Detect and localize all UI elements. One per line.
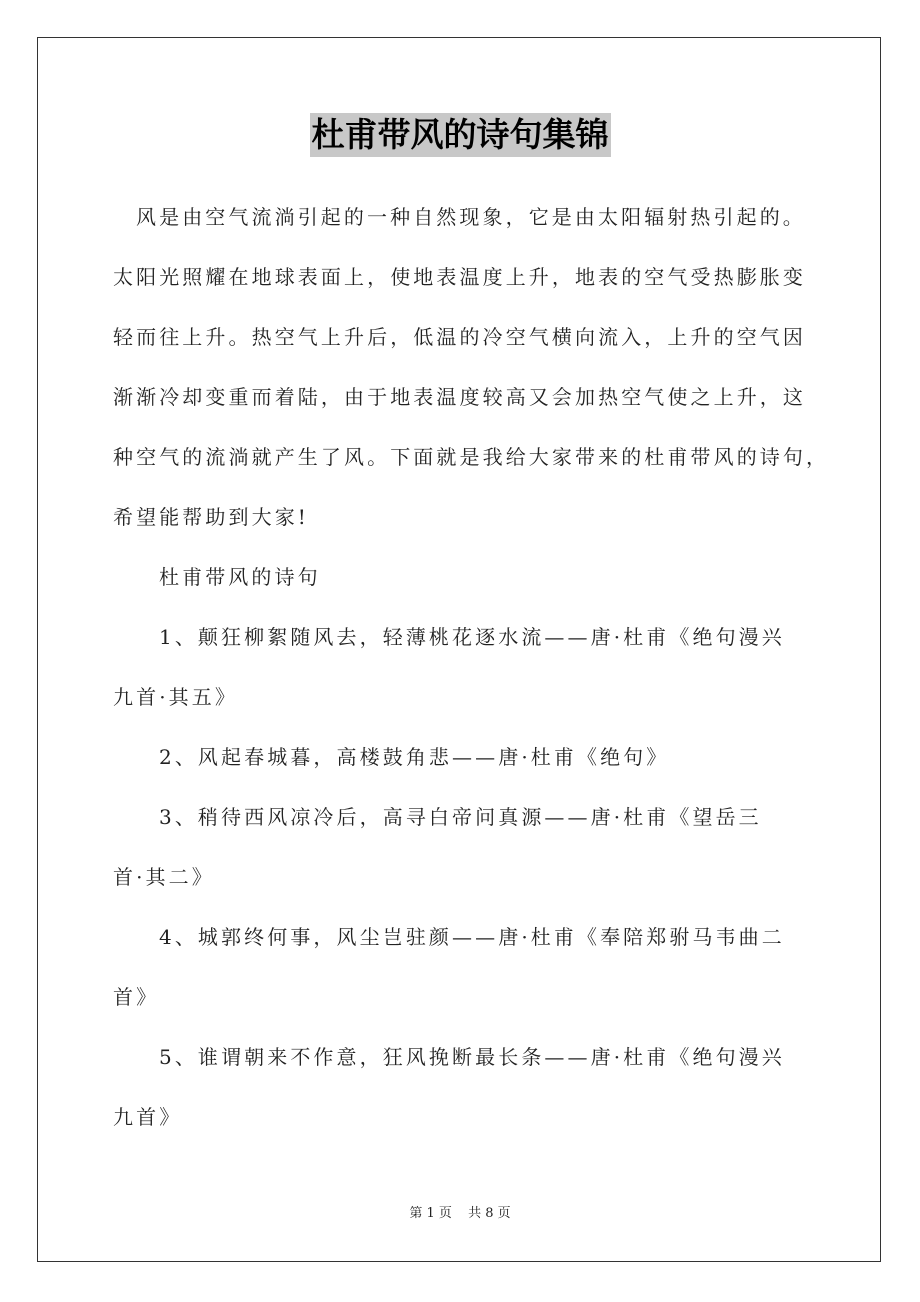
poem-5-line-2: 九首》 <box>113 1105 183 1129</box>
intro-line-3: 轻而往上升。热空气上升后，低温的冷空气横向流入，上升的空气因 <box>113 325 806 349</box>
page-number: 第 1 页 <box>409 1206 452 1221</box>
page-total: 共 8 页 <box>468 1206 511 1221</box>
poem-3-line-2: 首·其二》 <box>113 865 215 889</box>
title-container <box>0 113 920 157</box>
intro-line-5: 种空气的流淌就产生了风。下面就是我给大家带来的杜甫带风的诗句， <box>113 445 830 469</box>
intro-line-6: 希望能帮助到大家! <box>113 505 309 529</box>
poem-5-line-1: 5、谁谓朝来不作意，狂风挽断最长条——唐·杜甫《绝句漫兴 <box>159 1045 785 1069</box>
section-heading: 杜甫带风的诗句 <box>159 565 321 589</box>
poem-2-line-1: 2、风起春城暮，高楼鼓角悲——唐·杜甫《绝句》 <box>159 745 670 769</box>
intro-line-2: 太阳光照耀在地球表面上，使地表温度上升，地表的空气受热膨胀变 <box>113 265 806 289</box>
poem-1-line-1: 1、颠狂柳絮随风去，轻薄桃花逐水流——唐·杜甫《绝句漫兴 <box>159 625 785 649</box>
poem-4-line-1: 4、城郭终何事，风尘岂驻颜——唐·杜甫《奉陪郑驸马韦曲二 <box>159 925 785 949</box>
poem-3-line-1: 3、稍待西风凉冷后，高寻白帝问真源——唐·杜甫《望岳三 <box>159 805 762 829</box>
page-footer <box>0 1205 920 1223</box>
poem-1-line-2: 九首·其五》 <box>113 685 238 709</box>
intro-line-4: 渐渐冷却变重而着陆，由于地表温度较高又会加热空气使之上升，这 <box>113 385 806 409</box>
document-title: 杜甫带风的诗句集锦 <box>310 113 611 157</box>
poem-4-line-2: 首》 <box>113 985 160 1009</box>
intro-line-1: 风是由空气流淌引起的一种自然现象，它是由太阳辐射热引起的。 <box>136 205 806 229</box>
